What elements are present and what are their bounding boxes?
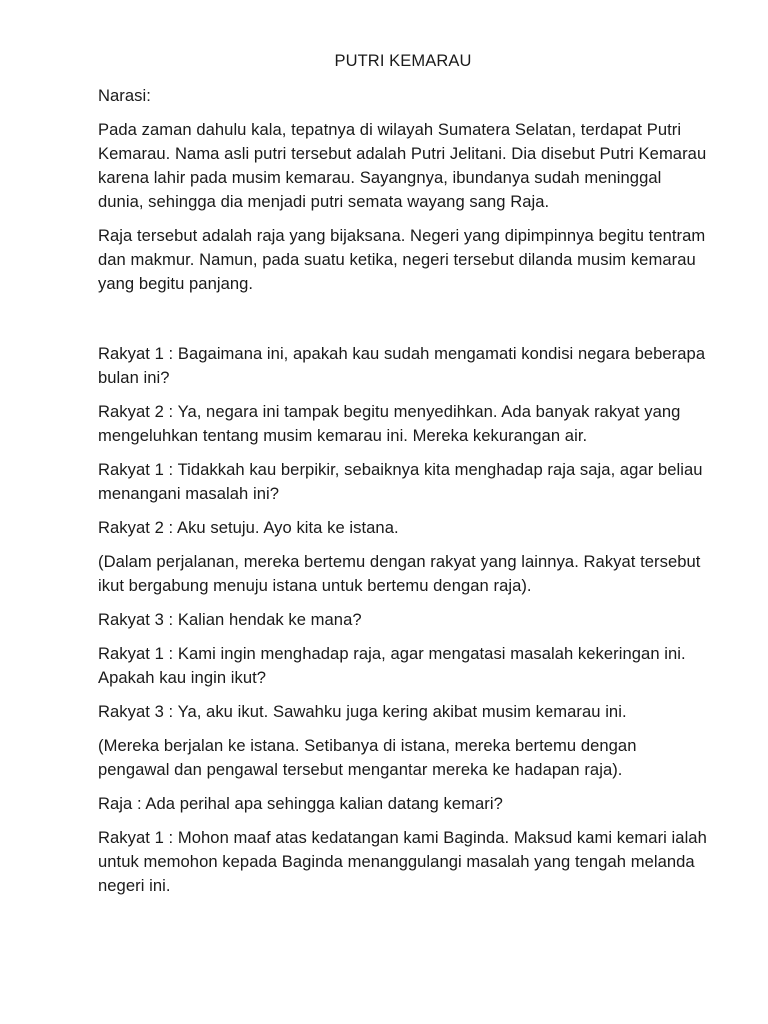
dialogue-line: Rakyat 2 : Aku setuju. Ayo kita ke istana. — [98, 518, 399, 537]
dialogue-line: Rakyat 3 : Ya, aku ikut. Sawahku juga kering akibat musim kemarau ini. — [98, 702, 627, 721]
dialogue-line: Rakyat 3 : Kalian hendak ke mana? — [98, 610, 362, 629]
stage-direction: (Mereka berjalan ke istana. Setibanya di istana, mereka bertemu dengan pengawal dan pengawal tersebut mengantar mereka ke hadapan raja). — [98, 736, 637, 779]
document-title: PUTRI KEMARAU — [334, 52, 472, 70]
dialogue-line: Rakyat 1 : Tidakkah kau berpikir, sebaiknya kita menghadap raja saja, agar beliau menangani masalah ini? — [98, 460, 703, 503]
dialogue-line: Rakyat 1 : Bagaimana ini, apakah kau sudah mengamati kondisi negara beberapa bulan ini? — [98, 344, 706, 387]
section-gap — [98, 306, 708, 342]
dialogue-line: Rakyat 2 : Ya, negara ini tampak begitu menyedihkan. Ada banyak rakyat yang mengeluhkan tentang musim kemarau ini. Mereka kekurangan air. — [98, 402, 681, 445]
narration-paragraph: Pada zaman dahulu kala, tepatnya di wilayah Sumatera Selatan, terdapat Putri Kemarau. Nama asli putri tersebut adalah Putri Jelitani. Dia disebut Putri Kemarau karena lahir pada musim kemarau. Sayangnya, ibundanya sudah meninggal dunia, sehingga dia menjadi putri semata wayang sang Raja. — [98, 120, 707, 211]
dialogue-line: Rakyat 1 : Kami ingin menghadap raja, agar mengatasi masalah kekeringan ini. Apakah kau ingin ikut? — [98, 644, 686, 687]
document-page — [98, 50, 708, 908]
narration-paragraph: Raja tersebut adalah raja yang bijaksana. Negeri yang dipimpinnya begitu tentram dan makmur. Namun, pada suatu ketika, negeri tersebut dilanda musim kemarau yang begitu panjang. — [98, 226, 706, 293]
narration-label: Narasi: — [98, 86, 151, 105]
stage-direction: (Dalam perjalanan, mereka bertemu dengan rakyat yang lainnya. Rakyat tersebut ikut bergabung menuju istana untuk bertemu dengan raja). — [98, 552, 701, 595]
dialogue-line: Raja : Ada perihal apa sehingga kalian datang kemari? — [98, 794, 503, 813]
dialogue-line: Rakyat 1 : Mohon maaf atas kedatangan kami Baginda. Maksud kami kemari ialah untuk memohon kepada Baginda menanggulangi masalah yang tengah melanda negeri ini. — [98, 828, 707, 895]
